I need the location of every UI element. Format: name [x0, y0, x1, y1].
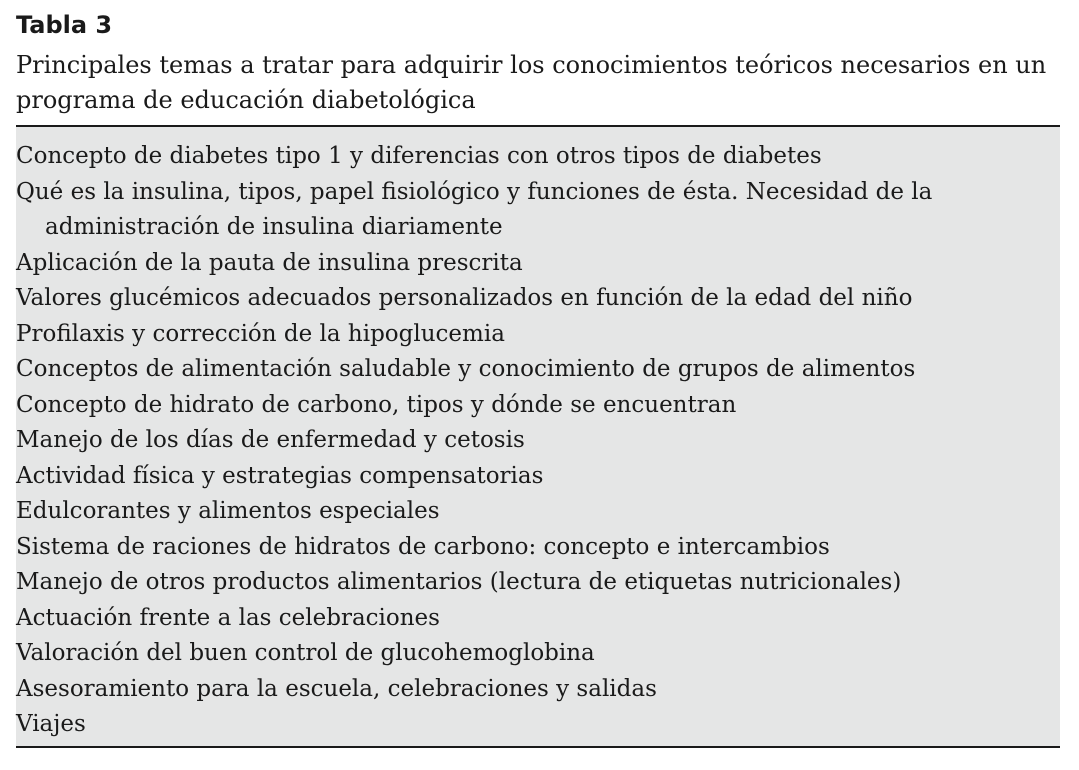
topics-table [16, 125, 1060, 748]
table-row: Manejo de otros productos alimentarios (lectura de etiquetas nutricionales) [16, 569, 902, 595]
table-caption: Principales temas a tratar para adquirir los conocimientos teóricos necesarios en un programa de educación diabetológica [16, 51, 1047, 114]
table-row: Concepto de diabetes tipo 1 y diferencias con otros tipos de diabetes [16, 143, 822, 169]
topics-list [16, 127, 1060, 743]
table-row: Valoración del buen control de glucohemoglobina [16, 640, 595, 666]
table-row: Qué es la insulina, tipos, papel fisiológico y funciones de ésta. Necesidad de la administración de insulina diariamente [16, 178, 933, 240]
table-row: Edulcorantes y alimentos especiales [16, 498, 440, 524]
table-row: Actividad física y estrategias compensatorias [16, 462, 544, 489]
table-row: Concepto de hidrato de carbono, tipos y dónde se encuentran [16, 391, 737, 418]
table-row: Viajes [16, 711, 86, 737]
table-number: Tabla 3 [16, 11, 113, 39]
table-row: Manejo de los días de enfermedad y cetosis [16, 427, 525, 453]
table-row: Sistema de raciones de hidratos de carbono: concepto e intercambios [16, 533, 830, 560]
table-row: Valores glucémicos adecuados personalizados en función de la edad del niño [16, 285, 913, 311]
table-row: Conceptos de alimentación saludable y conocimiento de grupos de alimentos [16, 356, 916, 382]
table-row: Profilaxis y corrección de la hipoglucemia [16, 320, 505, 347]
table-row: Actuación frente a las celebraciones [16, 604, 440, 631]
table-row: Aplicación de la pauta de insulina prescrita [16, 249, 523, 276]
table-row: Asesoramiento para la escuela, celebraciones y salidas [16, 675, 657, 702]
